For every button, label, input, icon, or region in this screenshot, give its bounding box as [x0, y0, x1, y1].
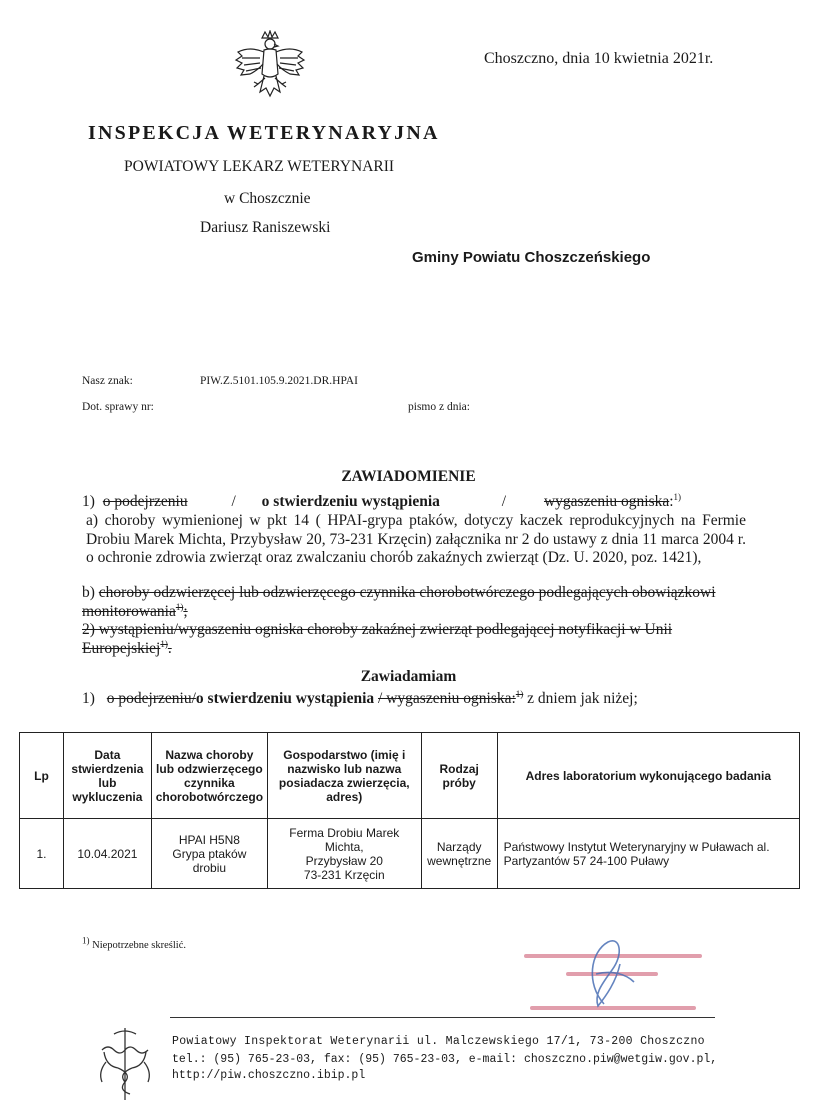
- footer-divider: [170, 1017, 715, 1018]
- table-header-row: [20, 733, 800, 819]
- sample-line: wewnętrzne: [427, 853, 492, 868]
- header-farm: Gospodarstwo (imię i nazwisko lub nazwa posiadacza zwierzęcia, adres): [267, 733, 421, 819]
- inform-title: Zawiadamiam: [360, 668, 457, 685]
- officer-name: Dariusz Raniszewski: [200, 219, 331, 236]
- footnote-text: Niepotrzebne skreślić.: [92, 940, 187, 951]
- farm-line: Przybysław 20: [305, 853, 383, 868]
- colon: :: [669, 493, 674, 510]
- paragraph-2-text: 2) wystąpieniu/wygaszeniu ogniska choroby zakaźnej zwierząt podlegającej notyfikacji w Unii Europejskiej: [82, 621, 673, 657]
- disease-line: drobiu: [192, 860, 227, 875]
- veterinary-caduceus-logo-icon: [84, 1022, 166, 1104]
- case-number-label: Dot. sprawy nr:: [82, 401, 154, 413]
- official-stamp-icon: [516, 934, 716, 1018]
- sample-line: Narządy: [436, 839, 482, 854]
- separator: /: [191, 690, 196, 707]
- inform-tail: z dniem jak niżej;: [527, 690, 638, 707]
- header-lab: Adres laboratorium wykonującego badania: [497, 733, 799, 819]
- officer-place: w Choszcznie: [224, 190, 311, 207]
- cell-farm: [267, 819, 421, 889]
- option-expiry: wygaszeniu ogniska: [543, 493, 670, 510]
- paragraph-b: [82, 584, 747, 621]
- paragraph-a: a) choroby wymienionej w pkt 14 ( HPAI-grypa ptaków, dotyczy kaczek reprodukcyjnych na Fermie Drobiu Marek Michta, Przybysław 20, 73-231 Krzęcin) załącznika nr 2 do ustawy z dnia 11 marca 2004 r. o ochronie zdrowia zwierząt oraz zwalczaniu chorób zakaźnych zwierząt (Dz. U. 2020, poz. 1421),: [86, 512, 746, 566]
- footnote-ref: 1): [175, 601, 184, 612]
- disease-line: Grypa ptaków: [172, 846, 247, 861]
- footer-website: http://piw.choszczno.ibip.pl: [172, 1069, 366, 1082]
- disease-line: HPAI H5N8: [178, 832, 240, 847]
- option-confirmation: o stwierdzeniu wystąpienia: [195, 690, 375, 707]
- organization-name: INSPEKCJA WETERYNARYJNA: [88, 122, 440, 144]
- option-confirmation: o stwierdzeniu wystąpienia: [261, 493, 440, 510]
- farm-line: Michta,: [324, 839, 364, 854]
- paragraph-2: [82, 621, 747, 658]
- cell-lab: [497, 819, 799, 889]
- footnote-ref: 1): [160, 638, 168, 649]
- cell-date: 10.04.2021: [63, 819, 151, 889]
- cell-sample: [421, 819, 497, 889]
- separator: /: [231, 493, 236, 510]
- header-disease: Nazwa choroby lub odzwierzęcego czynnika chorobotwórczego: [151, 733, 267, 819]
- footer-contact: tel.: (95) 765-23-03, fax: (95) 765-23-03, e-mail: choszczno.piw@wetgiw.gov.pl,: [172, 1053, 718, 1066]
- reference-value: PIW.Z.5101.105.9.2021.DR.HPAI: [200, 375, 358, 387]
- footnote-marker: 1): [82, 935, 90, 946]
- table-row: [20, 819, 800, 889]
- paragraph-b-text: choroby odzwierzęcej lub odzwierzęcego czynnika chorobotwórczego podlegających obowiązkowi monitorowania: [82, 584, 716, 620]
- document-date: Choszczno, dnia 10 kwietnia 2021r.: [484, 50, 714, 67]
- option-suspicion: o podejrzeniu: [102, 493, 188, 510]
- paragraph-2-end: .: [167, 639, 172, 657]
- results-table: [19, 732, 800, 889]
- cell-lp: 1.: [20, 819, 64, 889]
- footnote: [82, 935, 187, 951]
- lab-line: Państwowy Instytut Weterynaryjny w Puławach al.: [503, 839, 770, 854]
- footnote-ref: 1): [515, 688, 524, 699]
- cell-disease: [151, 819, 267, 889]
- inform-line: [82, 689, 742, 708]
- notice-line-1: [82, 492, 742, 511]
- option-suspicion: o podejrzeniu: [106, 690, 192, 707]
- option-expiry: / wygaszeniu ogniska:: [378, 690, 516, 707]
- separator: /: [501, 493, 507, 510]
- paragraph-b-prefix: b): [82, 584, 95, 601]
- item-number: 1): [82, 690, 95, 707]
- paragraph-b-end: ;: [183, 602, 188, 620]
- farm-line: 73-231 Krzęcin: [303, 867, 385, 882]
- item-number: 1): [82, 493, 95, 510]
- farm-line: Ferma Drobiu Marek: [289, 825, 400, 840]
- reference-label: Nasz znak:: [82, 375, 133, 387]
- notice-title: ZAWIADOMIENIE: [341, 468, 476, 485]
- officer-title: POWIATOWY LEKARZ WETERYNARII: [124, 158, 395, 175]
- header-sample: Rodzaj próby: [421, 733, 497, 819]
- letter-date-label: pismo z dnia:: [408, 401, 470, 413]
- footer-address: Powiatowy Inspektorat Weterynarii ul. Malczewskiego 17/1, 73-200 Choszczno: [172, 1035, 705, 1048]
- header-date: Data stwierdzenia lub wykluczenia: [63, 733, 151, 819]
- lab-line: Partyzantów 57 24-100 Puławy: [503, 853, 670, 868]
- header-lp: Lp: [20, 733, 64, 819]
- polish-eagle-emblem-icon: [232, 30, 308, 110]
- footnote-ref: 1): [673, 491, 682, 502]
- recipient: Gminy Powiatu Choszczeńskiego: [412, 249, 651, 266]
